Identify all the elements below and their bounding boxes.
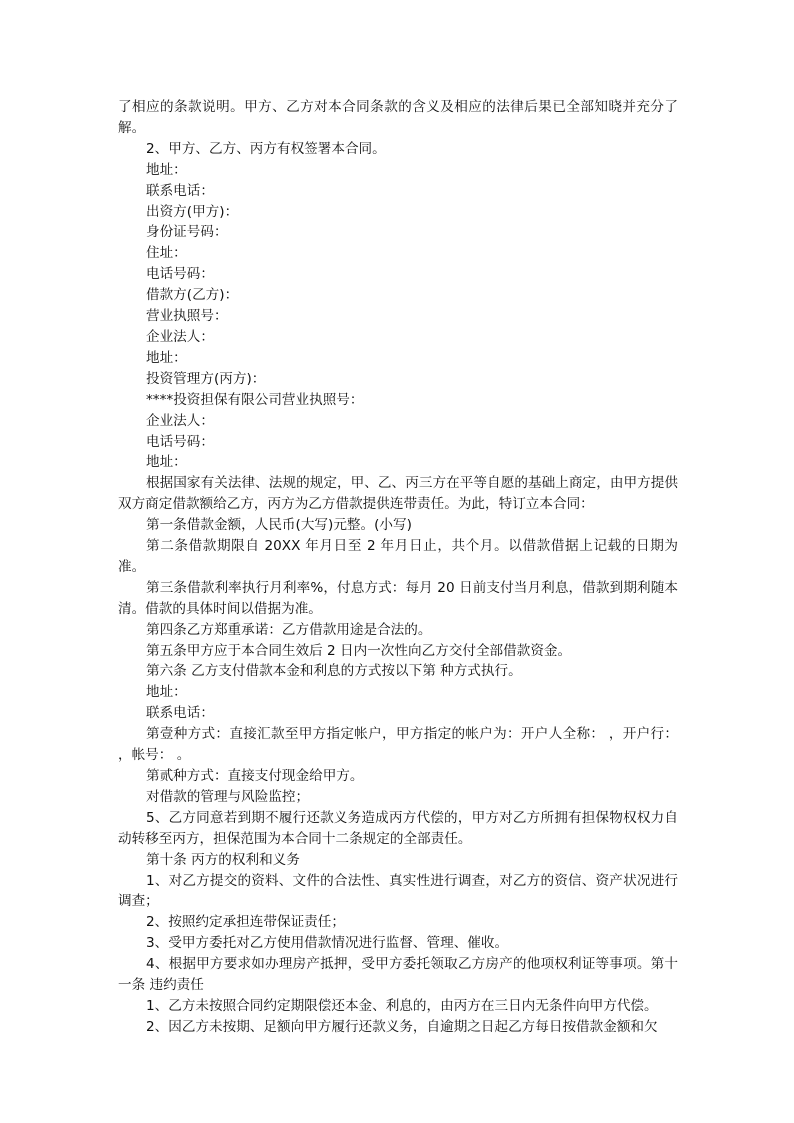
contract-paragraph: 4、根据甲方要求如办理房产抵押，受甲方委托领取乙方房产的他项权利证等事项。第十一条 违约责任 [118,956,678,994]
contract-paragraph: ****投资担保有限公司营业执照号： [146,391,364,408]
contract-paragraph: 电话号码： [146,433,214,450]
contract-paragraph: 第十条 丙方的权利和义务 [146,851,300,868]
contract-paragraph: 第壹种方式：直接汇款至甲方指定帐户，甲方指定的帐户为：开户人全称： ，开户行： ，帐号： 。 [118,726,678,764]
contract-paragraph: 第一条借款金额，人民币(大写)元整。(小写) [146,517,412,534]
contract-paragraph: 第二条借款期限自 20XX 年月日至 2 年月日止，共个月。以借款借据上记载的日期为准。 [118,538,678,575]
contract-paragraph: 第三条借款利率执行月利率%，付息方式：每月 20 日前支付当月利息，借款到期利随本清。借款的具体时间以借据为准。 [118,579,678,617]
contract-paragraph: 营业执照号： [146,308,228,325]
contract-paragraph: 第四条乙方郑重承诺：乙方借款用途是合法的。 [146,621,432,638]
contract-paragraph: 借款方(乙方)： [146,287,239,304]
contract-paragraph: 2、按照约定承担连带保证责任； [146,914,345,931]
contract-paragraph: 身份证号码： [146,224,228,241]
contract-paragraph: 3、受甲方委托对乙方使用借款情况进行监督、管理、催收。 [146,935,509,952]
contract-paragraph: 了相应的条款说明。甲方、乙方对本合同条款的含义及相应的法律后果已全部知晓并充分了解。 [118,99,678,136]
contract-paragraph: 第六条 乙方支付借款本金和利息的方式按以下第 种方式执行。 [146,663,522,680]
contract-paragraph: 投资管理方(丙方)： [146,370,266,387]
contract-paragraph: 企业法人： [146,328,214,345]
contract-paragraph: 5、乙方同意若到期不履行还款义务造成丙方代偿的，甲方对乙方所拥有担保物权权力自动转移至丙方，担保范围为本合同十二条规定的全部责任。 [118,809,678,847]
contract-paragraph: 联系电话： [146,705,214,722]
contract-paragraph: 1、对乙方提交的资料、文件的合法性、真实性进行调查，对乙方的资信、资产状况进行调查； [118,872,678,910]
contract-paragraph: 联系电话： [146,182,214,199]
contract-paragraph: 地址： [146,161,187,178]
contract-paragraph: 企业法人： [146,412,214,429]
contract-paragraph: 1、乙方未按照合同约定期限偿还本金、利息的，由丙方在三日内无条件向甲方代偿。 [146,997,658,1014]
contract-paragraph: 第五条甲方应于本合同生效后 2 日内一次性向乙方交付全部借款资金。 [146,642,572,659]
contract-paragraph: 地址： [146,454,187,471]
contract-paragraph: 2、甲方、乙方、丙方有权签署本合同。 [146,140,386,157]
contract-paragraph: 根据国家有关法律、法规的规定，甲、乙、丙三方在平等自愿的基础上商定，由甲方提供双方商定借款额给乙方，丙方为乙方借款提供连带责任。为此，特订立本合同： [118,475,678,513]
contract-paragraph: 地址： [146,684,187,701]
contract-paragraph: 地址： [146,349,187,366]
contract-paragraph: 出资方(甲方)： [146,203,239,220]
contract-paragraph: 2、因乙方未按期、足额向甲方履行还款义务，自逾期之日起乙方每日按借款金额和欠 [146,1018,658,1035]
contract-paragraph: 第贰种方式：直接支付现金给甲方。 [146,768,364,784]
contract-paragraph: 电话号码： [146,266,214,283]
contract-body [118,97,678,1038]
contract-paragraph: 住址： [146,245,187,262]
contract-paragraph: 对借款的管理与风险监控； [146,788,310,805]
